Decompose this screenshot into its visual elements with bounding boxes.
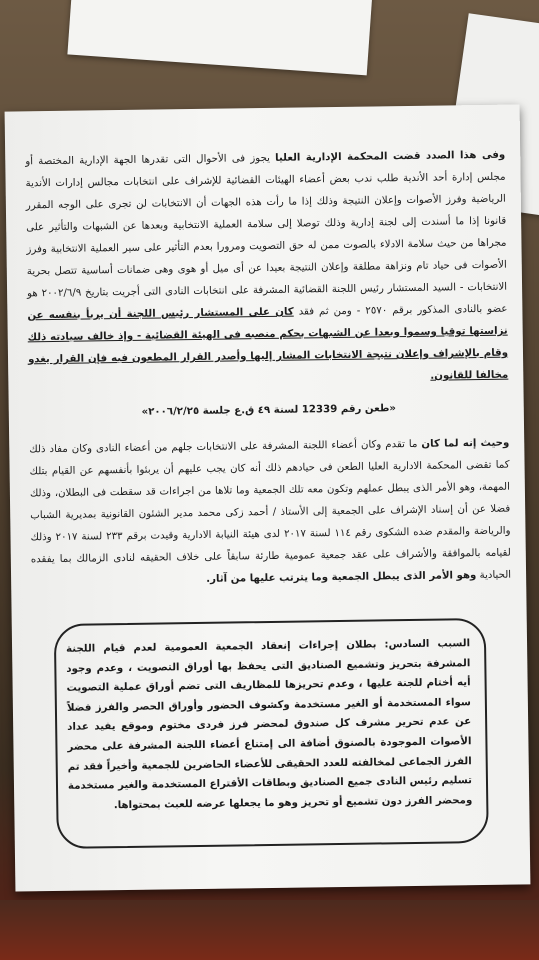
paragraph-1-underlined: كان على المستشار رئيس اللجنة أن يربأ بنفسه عن نزاستها توقيا وسموا وبعدا عن الشبهات بحكم منصبه فى الهيئة القضائية - وإذ خالف سيادته ذلك وقام بالإشراف وإعلان نتيجة الانتخابات المشار إليها وأصدر القرار المطعون فيه فإن القرار يغدو مخالفا للقانون. bbox=[27, 306, 509, 382]
background-surface bbox=[0, 900, 539, 960]
paragraph-2-bold: وهو الأمر الذى يبطل الجمعية وما يترتب عليها من آثار. bbox=[206, 570, 477, 585]
page-content bbox=[25, 145, 511, 594]
court-citation: «طعن رقم 12339 لسنة ٤٩ ق.ع جلسة ٢٠٠٦/٢/٢٥» bbox=[141, 403, 397, 418]
background-paper-sheet bbox=[67, 0, 372, 75]
sixth-reason-box bbox=[54, 618, 489, 849]
paragraph-1-lead: وفى هذا الصدد قضت المحكمة الإدارية العليا bbox=[275, 149, 506, 164]
paragraph-1 bbox=[25, 145, 508, 394]
box-body: : بطلان إجراءات إنعقاد الجمعية العمومية لعدم قيام اللجنة المشرفة بتحريز وتشميع الصناديق التى يحفظ بها أوراق التصويت ، وعدم وجود أيه أختام للجنة عليها ، وعدم تحريزها للمظاريف التى تضم أوراق عملية التصويت سواء المستخدمة أو الغير مستخدمة وكشوف الحضور وأوراق الحصر والفرز فضلاً عن عدم تحرير مشرف كل صندوق لمحضر فرز فردى مختوم وموقع يفيد عداد الأصوات الموجودة بالصنوق أضافة الى إمتناع أعضاء اللجنة المشرفة على محضر الفرز الجماعى لمخالفته للعدد الحقيقى للأعضاء الحاضرين للجمعية وأخيراً فقد تم تسليم رئيس النادى جميع الصناديق وبطاقات الأقتراع المستخدمة والغير مستخدمة ومحضر الفرز دون تشميع أو تحريز وهو ما يجعلها عرضه للعبث بمحتواها. bbox=[66, 639, 473, 811]
box-title: السبب السادس bbox=[388, 638, 471, 651]
document-page bbox=[5, 104, 531, 891]
paragraph-2-body: ما تقدم وكان أعضاء اللجنة المشرفة على الانتخابات جلهم من أعضاء النادى وكان مفاد ذلك كما تقضى المحكمة الادارية العليا الطعن فى حيادهم ذلك أنه كان يجب عليهم أن يربئوا بأنفسهم عن القيام بتلك المهمة، وهو الأمر الذى يبطل عملهم وتكون معه تلك الجمعية وما تلاها من اجراءات قد سقطت فى البطلان، وذلك فضلا عن أن إسناد الإشراف على الجمعية إلى الأستاذ / أحمد زكى محمد مدير الشئون القانونية بمديرية الشباب والرياضة والمقدم ضده الشكوى رقم ١١٤ لسنة ٢٠١٧ لدى هيئة النيابة الادارية وقيدت برقم ٢٣٣ لسنة ٢٠١٧ وذلك لقيامه بالموافقة والأشراف على عقد جمعية عمومية طارئة سابقاً على خلاف الحقيقه لنادى الزمالك بما يفقده الحيادية bbox=[29, 438, 512, 582]
paragraph-2-lead: وحيث إنه لما كان bbox=[421, 437, 510, 450]
paragraph-1-body: يجوز فى الأحوال التى تقدرها الجهة الإدارية المختصة أو مجلس إدارة أحد الأندية طلب ندب بعض أعضاء الهيئات القضائية للإشراف على انتخابات مجالس إدارات الأندية الرياضية وفرز الأصوات وإعلان النتيجة وذلك إذا ما رأت هذه الجهات أن الانتخابات لن تجرى على الوجه المقرر قانونا إذا ما أسندت إلى لجنة إدارية وذلك توصلا إلى سلامة العملية الانتخابية وبعدها عن الشبهات والتأثير على مجراها من حيث سلامة الادلاء بالصوت ممن له حق التصويت ومرورا بعدم التأثير على سير العملية الانتخابية وفرز الأصوات فى حياد تام ونزاهة مطلقة وإعلان النتيجة بعيدا عن أى ميل أو هوى وهى ضمانات أساسية تتصل بحرية الانتخابات - السيد المستشار رئيس اللجنة القضائية المشرفة على انتخابات النادى التى أجريت بتاريخ ٢٠٠٢/٦/٩ هو عضو بالنادى المذكور برقم ٢٥٧٠ - ومن ثم فقد bbox=[25, 152, 508, 318]
paragraph-2 bbox=[29, 433, 511, 594]
